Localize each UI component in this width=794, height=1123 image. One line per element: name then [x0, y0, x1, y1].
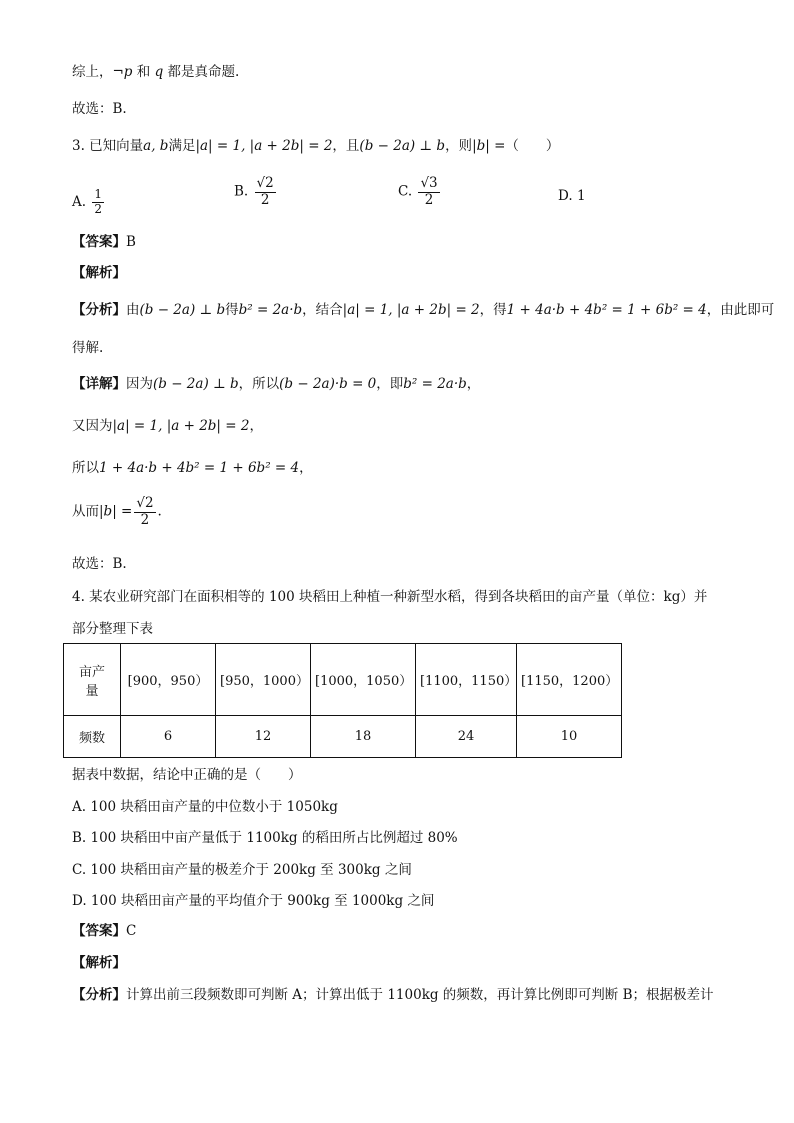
detail3-m1: 1 + 4a·b + 4b² = 1 + 6b² = 4	[99, 460, 300, 476]
q3-fenxi	[72, 302, 774, 318]
q3-option-b	[234, 176, 278, 208]
q3-xiangjie	[72, 376, 480, 392]
q3-jiexi-tag: 【解析】	[72, 265, 126, 281]
fenxi-text: 计算出前三段频数即可判断 A；计算出低于 1100kg 的频数，再计算比例即可判断 B；根据极差计	[126, 987, 714, 1003]
fenxi-m2: b² = 2a·b	[238, 302, 303, 318]
xiangjie-m1: (b − 2a) ⊥ b	[153, 376, 239, 392]
question-3-stem	[72, 138, 559, 154]
option-a-den: 2	[94, 201, 102, 216]
q3-detail-line-2	[72, 418, 263, 434]
conclusion-mid: 和	[132, 64, 155, 80]
option-d-label: D.	[558, 188, 573, 204]
detail3-t1: 所以	[72, 460, 99, 476]
fenxi-tag: 【分析】	[72, 987, 126, 1003]
choice-line: 故选：B.	[72, 101, 127, 117]
option-c-label: C.	[398, 183, 413, 200]
table-cell: 18	[311, 716, 416, 758]
answer-value: B	[126, 234, 136, 250]
q4-answer	[72, 923, 136, 939]
detail4-t1: 从而	[72, 503, 99, 520]
table-cell: 6	[121, 716, 216, 758]
q3-stem-a: 3. 已知向量	[72, 138, 144, 154]
fenxi-t5: ，由此即可	[706, 302, 775, 318]
table-head-cell	[64, 644, 121, 716]
detail4-den: 2	[140, 511, 150, 528]
xiangjie-tag: 【详解】	[72, 376, 126, 392]
q4-ask: 据表中数据，结论中正确的是（ ）	[72, 767, 302, 783]
q3-stem-c: ，且	[332, 138, 360, 154]
q4-option-d: D. 100 块稻田亩产量的平均值介于 900kg 至 1000kg 之间	[72, 893, 435, 909]
xiangjie-t1: 因为	[126, 376, 153, 392]
detail4-m1: |b| =	[99, 503, 133, 520]
q4-option-c: C. 100 块稻田亩产量的极差介于 200kg 至 300kg 之间	[72, 862, 412, 878]
table-head-a: 亩产	[78, 664, 105, 680]
q3-vars: a, b	[143, 138, 169, 154]
fenxi-t2: 得	[225, 302, 239, 318]
detail2-t2: ，	[249, 418, 263, 434]
fenxi-m3: |a| = 1, |a + 2b| = 2	[342, 302, 480, 318]
fenxi-t1: 由	[126, 302, 140, 318]
q3-option-a	[72, 188, 106, 217]
fenxi-m4: 1 + 4a·b + 4b² = 1 + 6b² = 4	[506, 302, 707, 318]
q3-ask: |b| =	[472, 138, 506, 154]
q3-option-c	[398, 176, 442, 208]
q4-jiexi-tag: 【解析】	[72, 955, 126, 971]
option-b-den: 2	[260, 191, 270, 208]
answer-value: C	[126, 923, 137, 939]
detail4-t2: .	[157, 503, 162, 520]
conclusion-suffix: 都是真命题.	[163, 64, 240, 80]
q3-paren: （ ）	[505, 138, 560, 154]
xiangjie-m2: (b − 2a)·b = 0	[279, 376, 377, 392]
table-cell: 10	[517, 716, 622, 758]
table-cell: 12	[216, 716, 311, 758]
q3-stem-d: ，则	[445, 138, 473, 154]
table-bin: [900，950）	[121, 644, 216, 716]
option-a-num: 1	[94, 187, 102, 201]
q3-cond1: |a| = 1, |a + 2b| = 2	[195, 138, 333, 154]
yield-table	[63, 643, 622, 758]
table-bin: [1000，1050）	[311, 644, 416, 716]
xiangjie-t2: ，所以	[238, 376, 280, 392]
q3-cond2: (b − 2a) ⊥ b	[359, 138, 446, 154]
q3-option-d	[558, 188, 586, 204]
table-row	[64, 716, 622, 758]
q-symbol: q	[154, 64, 164, 80]
table-header-row	[64, 644, 622, 716]
q3-detail-line-4	[72, 496, 162, 528]
table-bin: [950，1000）	[216, 644, 311, 716]
xiangjie-t3: ，即	[376, 376, 404, 392]
fenxi-t3: ，结合	[302, 302, 343, 318]
fenxi-m1: (b − 2a) ⊥ b	[139, 302, 226, 318]
table-bin: [1100，1150）	[416, 644, 517, 716]
conclusion-line	[72, 64, 239, 80]
option-a-label: A.	[72, 193, 87, 210]
conclusion-prefix: 综上，	[72, 64, 113, 80]
q3-stem-b: 满足	[168, 138, 196, 154]
fenxi-continuation: 得解.	[72, 340, 104, 356]
q4-option-a: A. 100 块稻田亩产量的中位数小于 1050kg	[72, 799, 338, 815]
fenxi-t4: ，得	[479, 302, 507, 318]
detail3-t2: ，	[299, 460, 313, 476]
q3-options	[72, 176, 772, 220]
table-bin: [1150，1200）	[517, 644, 622, 716]
xiangjie-t4: ，	[466, 376, 481, 392]
answer-tag: 【答案】	[72, 234, 126, 250]
q3-answer	[72, 234, 136, 250]
option-c-num: √3	[420, 175, 438, 191]
option-b-label: B.	[234, 183, 249, 200]
table-row-label: 频数	[64, 716, 121, 758]
q3-choice-end: 故选：B.	[72, 556, 127, 572]
q4-fenxi	[72, 987, 714, 1003]
detail2-m1: |a| = 1, |a + 2b| = 2	[112, 418, 250, 434]
not-p-symbol: ¬p	[112, 64, 133, 80]
detail4-num: √2	[136, 495, 154, 511]
answer-tag: 【答案】	[72, 923, 126, 939]
table-head-b: 量	[85, 683, 99, 699]
xiangjie-m3: b² = 2a·b	[403, 376, 467, 392]
option-c-den: 2	[424, 191, 434, 208]
q4-stem-line-1: 4. 某农业研究部门在面积相等的 100 块稻田上种植一种新型水稻，得到各块稻田的亩产量（单位：kg）并	[72, 589, 708, 605]
option-b-num: √2	[256, 175, 274, 191]
detail2-t1: 又因为	[72, 418, 113, 434]
q4-stem-line-2: 部分整理下表	[72, 621, 153, 637]
table-cell: 24	[416, 716, 517, 758]
q4-option-b: B. 100 块稻田中亩产量低于 1100kg 的稻田所占比例超过 80%	[72, 830, 458, 846]
option-d-value: 1	[576, 188, 586, 204]
fenxi-tag: 【分析】	[72, 302, 126, 318]
q3-detail-line-3	[72, 460, 313, 476]
